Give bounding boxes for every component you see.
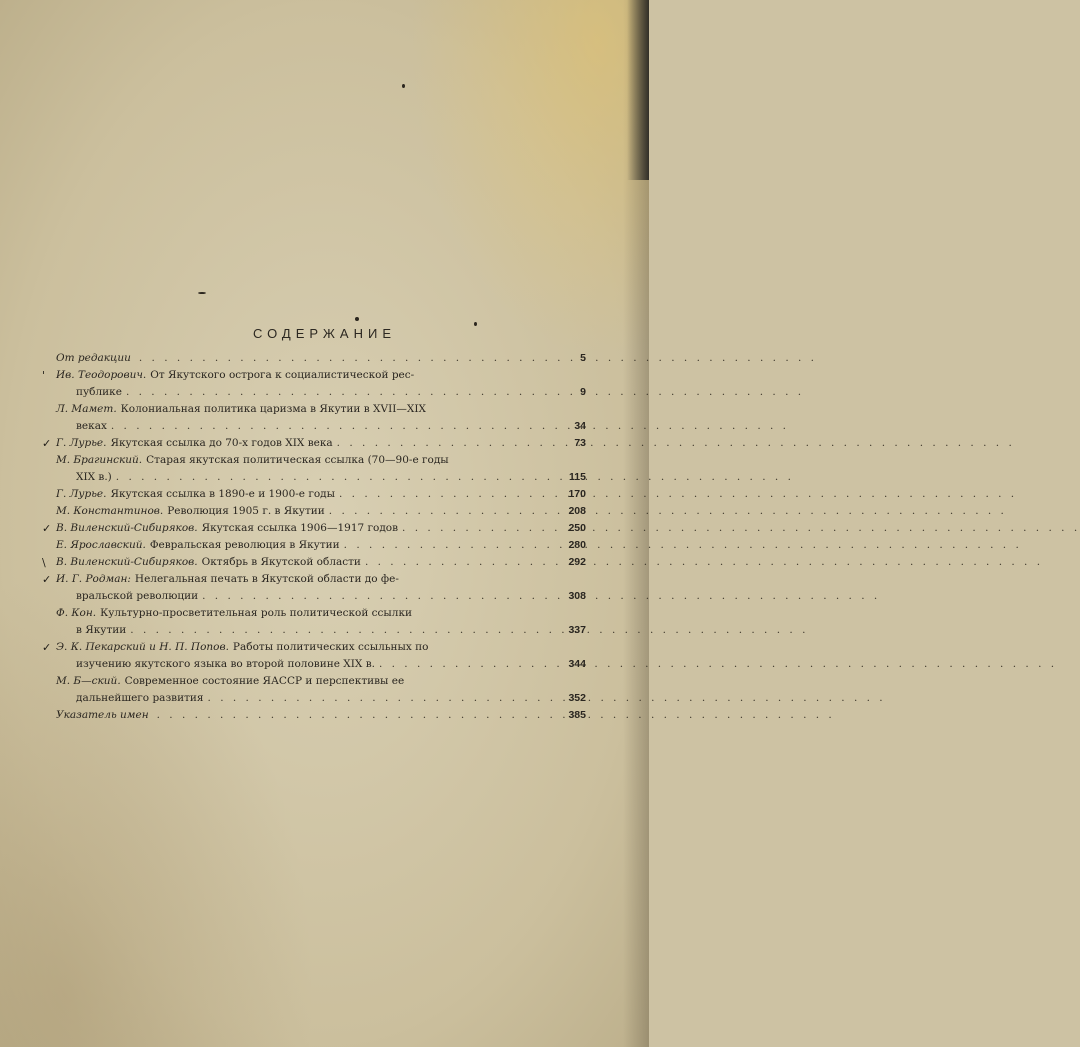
toc-page-number: 73 bbox=[574, 437, 586, 449]
toc-entry-line bbox=[56, 486, 586, 503]
toc-entry bbox=[42, 435, 586, 452]
toc-entry-line bbox=[56, 690, 586, 707]
dot-leader bbox=[116, 469, 542, 486]
toc-entry-author: Г. Лурье. bbox=[56, 437, 107, 449]
toc-entry bbox=[56, 486, 586, 503]
toc-entry-author: Г. Лурье. bbox=[56, 488, 107, 500]
toc-entry-line bbox=[56, 435, 586, 452]
toc-entry-title: Якутская ссылка 1906—1917 годов bbox=[201, 522, 399, 534]
toc-entry-line bbox=[56, 418, 586, 435]
toc-entry-title: изучению якутского языка во второй половине XIX в. bbox=[76, 658, 375, 670]
table-of-contents bbox=[42, 350, 586, 724]
toc-entry-line bbox=[56, 537, 586, 554]
handwritten-check-mark: ✓ bbox=[42, 573, 52, 586]
toc-entry bbox=[42, 520, 586, 537]
toc-entry-author: И. Г. Родман: bbox=[56, 573, 131, 585]
toc-entry-author: Л. Мамет. bbox=[56, 403, 117, 415]
toc-page-number: 5 bbox=[580, 352, 586, 364]
toc-entry bbox=[56, 503, 586, 520]
handwritten-check-mark: ✓ bbox=[42, 641, 52, 654]
toc-entry-title: Современное состояние ЯАССР и перспективы ее bbox=[124, 675, 405, 687]
toc-entry-line bbox=[56, 673, 586, 690]
toc-entry-line bbox=[56, 520, 586, 537]
toc-entry bbox=[56, 537, 586, 554]
toc-entry-line bbox=[56, 622, 586, 639]
dot-leader bbox=[379, 656, 542, 673]
ink-speck bbox=[355, 317, 359, 321]
toc-entry-author: М. Брагинский. bbox=[56, 454, 143, 466]
toc-entry-line bbox=[56, 554, 586, 571]
handwritten-check-mark: ' bbox=[42, 369, 46, 382]
toc-entry-line bbox=[56, 639, 586, 656]
ink-speck bbox=[402, 84, 405, 88]
toc-entry-title: Якутская ссылка в 1890-е и 1900-е годы bbox=[110, 488, 335, 500]
toc-page-number: 337 bbox=[568, 624, 586, 636]
toc-page-number: 34 bbox=[574, 420, 586, 432]
toc-entry-title: От Якутского острога к социалистической рес- bbox=[150, 369, 415, 381]
toc-entry bbox=[42, 639, 586, 673]
toc-entry-title: публике bbox=[76, 386, 122, 398]
toc-entry-line bbox=[56, 707, 586, 724]
page-corner-shadow bbox=[627, 0, 649, 180]
toc-entry bbox=[56, 401, 586, 435]
toc-page-number: 115 bbox=[569, 471, 586, 483]
toc-entry-line bbox=[56, 350, 586, 367]
toc-entry bbox=[42, 571, 586, 605]
toc-entry-line bbox=[56, 571, 586, 588]
toc-page-number: 280 bbox=[568, 539, 586, 551]
toc-entry-title: дальнейшего развития bbox=[76, 692, 204, 704]
dot-leader bbox=[111, 418, 542, 435]
toc-entry-title: XIX в.) bbox=[76, 471, 112, 483]
dot-leader bbox=[202, 588, 542, 605]
toc-entry-title: Октябрь в Якутской области bbox=[201, 556, 361, 568]
toc-entry-title: Колониальная политика царизма в Якутии в XVII—XIX bbox=[120, 403, 426, 415]
toc-entry-line bbox=[56, 469, 586, 486]
handwritten-check-mark: ✓ bbox=[42, 522, 52, 535]
toc-entry-title: вральской революции bbox=[76, 590, 199, 602]
toc-entry bbox=[56, 673, 586, 707]
toc-page-number: 344 bbox=[568, 658, 586, 670]
handwritten-check-mark: \ bbox=[42, 556, 46, 569]
toc-page-number: 352 bbox=[568, 692, 586, 704]
toc-entry-line bbox=[56, 656, 586, 673]
toc-entry bbox=[56, 350, 586, 367]
dot-leader bbox=[337, 435, 542, 452]
dot-leader bbox=[365, 554, 542, 571]
toc-entry-line bbox=[56, 588, 586, 605]
toc-entry-line bbox=[56, 367, 586, 384]
toc-entry-author: Указатель имен bbox=[56, 709, 149, 721]
dot-leader bbox=[339, 486, 542, 503]
toc-entry-line bbox=[56, 384, 586, 401]
toc-entry-line bbox=[56, 401, 586, 418]
dot-leader bbox=[139, 350, 542, 367]
toc-entry-author: Э. К. Пекарский и Н. П. Попов. bbox=[56, 641, 229, 653]
toc-page-number: 385 bbox=[568, 709, 586, 721]
dot-leader bbox=[344, 537, 542, 554]
toc-entry bbox=[42, 367, 586, 401]
toc-entry-author: М. Константинов. bbox=[56, 505, 164, 517]
toc-page-number: 170 bbox=[568, 488, 586, 500]
toc-entry-author: М. Б—ский. bbox=[56, 675, 121, 687]
toc-entry-title: Нелегальная печать в Якутской области до фе- bbox=[134, 573, 399, 585]
handwritten-check-mark: ✓ bbox=[42, 437, 52, 450]
toc-entry bbox=[56, 707, 586, 724]
toc-entry-title: Якутская ссылка до 70-х годов XIX века bbox=[110, 437, 333, 449]
toc-page-number: 9 bbox=[580, 386, 586, 398]
ink-speck bbox=[198, 292, 206, 294]
toc-entry-title: Февральская революция в Якутии bbox=[149, 539, 340, 551]
toc-entry-line bbox=[56, 503, 586, 520]
toc-entry-title: Работы политических ссыльных по bbox=[232, 641, 429, 653]
toc-entry bbox=[56, 605, 586, 639]
toc-entry-author: Ив. Теодорович. bbox=[56, 369, 147, 381]
toc-entry-author: В. Виленский-Сибиряков. bbox=[56, 556, 198, 568]
toc-entry bbox=[42, 554, 586, 571]
toc-entry-author: От редакции bbox=[56, 352, 131, 364]
toc-entry-title: в Якутии bbox=[76, 624, 127, 636]
toc-entry bbox=[56, 452, 586, 486]
toc-entry-line bbox=[56, 452, 586, 469]
toc-entry-title: Революция 1905 г. в Якутии bbox=[167, 505, 325, 517]
dot-leader bbox=[208, 690, 542, 707]
dot-leader bbox=[157, 707, 542, 724]
dot-leader bbox=[402, 520, 542, 537]
toc-page-number: 208 bbox=[568, 505, 586, 517]
dot-leader bbox=[329, 503, 542, 520]
toc-page-number: 250 bbox=[568, 522, 586, 534]
page-title: СОДЕРЖАНИЕ bbox=[252, 326, 396, 341]
dot-leader bbox=[126, 384, 542, 401]
toc-page-number: 308 bbox=[568, 590, 586, 602]
toc-entry-title: Старая якутская политическая ссылка (70—90-е годы bbox=[146, 454, 449, 466]
toc-page-number: 292 bbox=[568, 556, 586, 568]
toc-entry-line bbox=[56, 605, 586, 622]
toc-entry-author: Е. Ярославский. bbox=[56, 539, 146, 551]
toc-entry-title: веках bbox=[76, 420, 107, 432]
toc-entry-title: Культурно-просветительная роль политической ссылки bbox=[100, 607, 413, 619]
dot-leader bbox=[130, 622, 542, 639]
toc-entry-author: В. Виленский-Сибиряков. bbox=[56, 522, 198, 534]
toc-entry-author: Ф. Кон. bbox=[56, 607, 97, 619]
